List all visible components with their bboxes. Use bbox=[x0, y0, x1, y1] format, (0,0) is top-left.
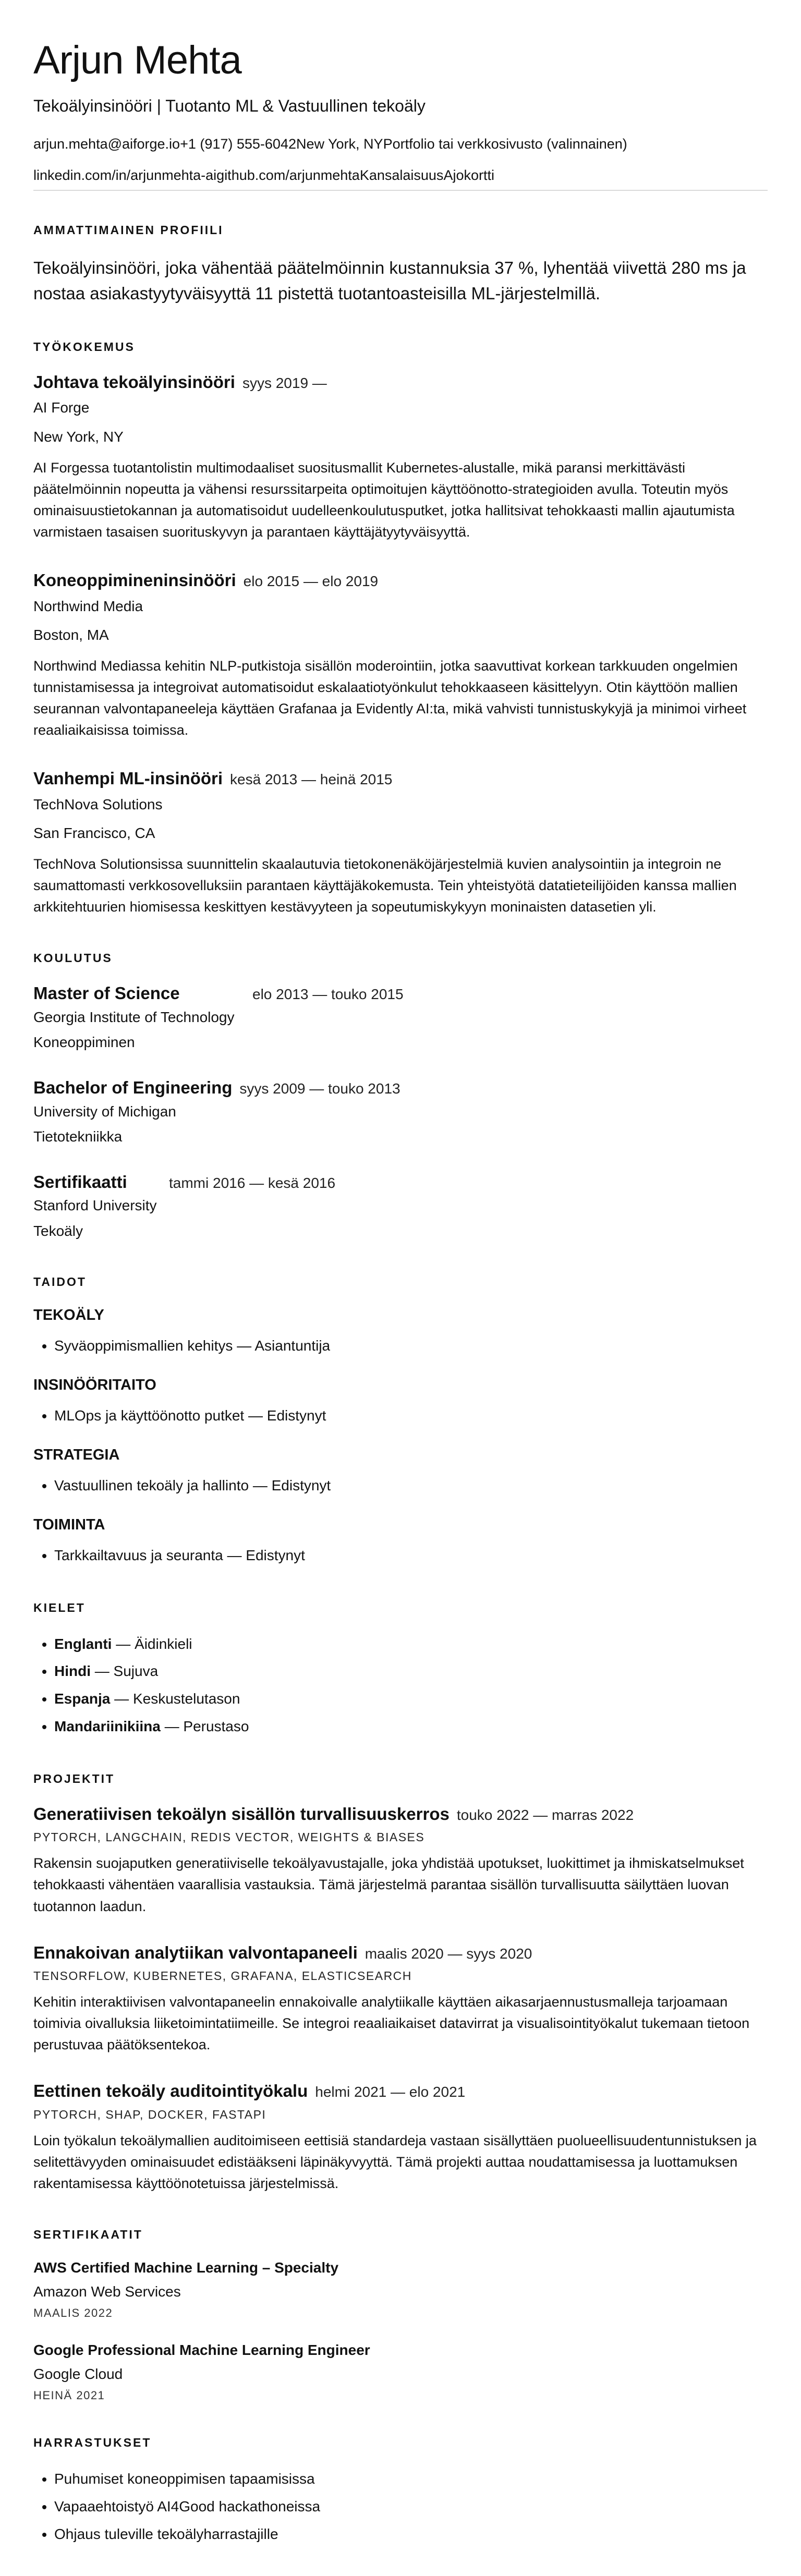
skill-item: • Vastuullinen tekoäly ja hallinto — Edistynyt bbox=[54, 1474, 768, 1498]
degree-title: Master of Science bbox=[33, 983, 180, 1003]
project-description: Rakensin suojaputken generatiiviselle tekoälyavustajalle, joka yhdistää upotukset, luokittimet ja ihmiskatselmukset tehokkaasti vähentäen vaarallisia vastauksia. Tämä järjestelmä parantaa sisällön turvallisuutta säilyttäen luovan tuotannon laadun. bbox=[33, 1855, 744, 1914]
experience-entry bbox=[33, 768, 768, 918]
skills-section bbox=[33, 1275, 768, 1567]
job-company: TechNova Solutions bbox=[33, 796, 163, 812]
degree-dates: syys 2009 — touko 2013 bbox=[239, 1080, 400, 1097]
language-name: Mandariinikiina bbox=[54, 1718, 161, 1735]
skill-category: TOIMINTA bbox=[33, 1516, 105, 1533]
language-name: Englanti bbox=[54, 1635, 112, 1652]
language-item bbox=[54, 1633, 768, 1656]
citizenship: Kansalaisuus bbox=[359, 167, 444, 184]
degree-title: Bachelor of Engineering bbox=[33, 1077, 233, 1097]
section-title-projects: PROJEKTIT bbox=[33, 1771, 115, 1785]
projects-section bbox=[33, 1772, 768, 2194]
certification-name: AWS Certified Machine Learning – Specialty bbox=[33, 2259, 339, 2276]
field-of-study: Tietotekniikka bbox=[33, 1128, 123, 1145]
languages-section bbox=[33, 1601, 768, 1739]
linkedin-link[interactable]: linkedin.com/in/arjunmehta-ai bbox=[33, 167, 217, 184]
language-name: Espanja bbox=[54, 1691, 111, 1707]
job-location: San Francisco, CA bbox=[33, 824, 155, 841]
experience-entry bbox=[33, 570, 768, 741]
skill-group bbox=[33, 1307, 768, 1358]
job-description: Northwind Mediassa kehitin NLP-putkistoja sisällön moderointiin, jotka saavuttivat korkean tarkkuuden ongelmien tunnistamisessa ja integroivat automatisoidut eskalaatiotyönkulut tehokkaaseen käsittelyyn. Otin käyttöön mallien seurannan valvontapaneeleja käyttäen Grafanaa ja Evidently AI:ta, mikä vahvisti tunnistuskykyjä ja minimoi virheet reaaliaikaisissa toimissa. bbox=[33, 658, 747, 738]
certification-entry bbox=[33, 2342, 768, 2402]
education-entry bbox=[33, 1077, 768, 1148]
job-location: Boston, MA bbox=[33, 626, 109, 643]
job-location: New York, NY bbox=[33, 428, 124, 445]
skill-item: • Tarkkailtavuus ja seuranta — Edistynyt bbox=[54, 1544, 768, 1568]
certification-issuer: Google Cloud bbox=[33, 2365, 123, 2382]
language-item bbox=[54, 1715, 768, 1739]
hobby-list bbox=[33, 2468, 768, 2546]
skill-category: TEKOÄLY bbox=[33, 1307, 104, 1324]
project-title: Generatiivisen tekoälyn sisällön turvallisuuskerros bbox=[33, 1804, 450, 1824]
job-title: Johtava tekoälyinsinööri bbox=[33, 372, 235, 392]
resume-header bbox=[33, 38, 768, 191]
certification-entry bbox=[33, 2259, 768, 2320]
language-level: — Äidinkieli bbox=[112, 1635, 192, 1652]
school-name: Georgia Institute of Technology bbox=[33, 1008, 235, 1025]
job-dates: kesä 2013 — heinä 2015 bbox=[230, 771, 393, 788]
section-title-skills: TAIDOT bbox=[33, 1275, 87, 1289]
phone-number: +1 (917) 555-6042 bbox=[180, 136, 296, 152]
skill-category: INSINÖÖRITAITO bbox=[33, 1377, 156, 1394]
field-of-study: Koneoppiminen bbox=[33, 1034, 135, 1051]
project-tech-stack: PYTORCH, LANGCHAIN, REDIS VECTOR, WEIGHTS & BIASES bbox=[33, 1830, 425, 1844]
skill-group bbox=[33, 1377, 768, 1428]
job-dates: syys 2019 — bbox=[242, 374, 327, 391]
certification-date: MAALIS 2022 bbox=[33, 2306, 113, 2319]
job-dates: elo 2015 — elo 2019 bbox=[243, 573, 379, 589]
section-title-languages: KIELET bbox=[33, 1600, 86, 1614]
headline: Tekoälyinsinööri | Tuotanto ML & Vastuullinen tekoäly bbox=[33, 96, 426, 115]
project-tech-stack: TENSORFLOW, KUBERNETES, GRAFANA, ELASTICSEARCH bbox=[33, 1969, 412, 1983]
project-description: Loin työkalun tekoälymallien auditoimiseen eettisiä standardeja vastaan sisällyttäen puolueellisuudentunnistuksen ja selitettävyyden ominaisuudet edistääkseni läpinäkyvyyttä. Tämä projekti auttaa noudattamisessa ja luottamuksen rakentamisessa käyttöönotetuissa järjestelmissä. bbox=[33, 2132, 757, 2191]
language-list bbox=[33, 1633, 768, 1739]
certification-date: HEINÄ 2021 bbox=[33, 2388, 105, 2402]
header-divider bbox=[33, 190, 768, 191]
language-level: — Keskustelutason bbox=[110, 1691, 240, 1707]
project-entry bbox=[33, 1942, 768, 2056]
project-dates: maalis 2020 — syys 2020 bbox=[365, 1945, 532, 1962]
drivers-license: Ajokortti bbox=[443, 167, 494, 184]
job-title: Vanhempi ML-insinööri bbox=[33, 769, 223, 788]
skill-category: STRATEGIA bbox=[33, 1447, 120, 1464]
field-of-study: Tekoäly bbox=[33, 1222, 83, 1239]
location: New York, NY bbox=[296, 136, 383, 152]
profile-section bbox=[33, 223, 768, 307]
github-link[interactable]: github.com/arjunmehta bbox=[216, 167, 360, 184]
language-level: — Sujuva bbox=[91, 1663, 159, 1680]
language-name: Hindi bbox=[54, 1663, 91, 1680]
portfolio-link[interactable]: Portfolio tai verkkosivusto (valinnainen) bbox=[383, 136, 627, 152]
skill-item: • MLOps ja käyttöönotto putket — Edistynyt bbox=[54, 1404, 768, 1428]
project-description: Kehitin interaktiivisen valvontapaneelin ennakoivalle analytiikalle käyttäen aikasarjaennustusmalleja tarjoamaan toimivia oivalluksia liiketoimintatiimeille. Se integroi reaaliaikaiset datavirrat ja visualisointityökalut tukemaan tietoon perustuvaa päätöksentekoa. bbox=[33, 1994, 750, 2053]
language-level: — Perustaso bbox=[160, 1718, 249, 1735]
section-title-profile: AMMATTIMAINEN PROFIILI bbox=[33, 223, 224, 237]
experience-section bbox=[33, 340, 768, 918]
certifications-section bbox=[33, 2228, 768, 2402]
hobby-item: • Ohjaus tuleville tekoälyharrastajille bbox=[54, 2523, 768, 2546]
hobby-item: • Puhumiset koneoppimisen tapaamisissa bbox=[54, 2468, 768, 2491]
certification-issuer: Amazon Web Services bbox=[33, 2283, 181, 2300]
experience-entry bbox=[33, 372, 768, 543]
degree-title: Sertifikaatti bbox=[33, 1172, 127, 1192]
job-description: AI Forgessa tuotantolistin multimodaaliset suositusmallit Kubernetes-alustalle, mikä paransi merkittävästi päätelmöinnin nopeutta ja vähensi resurssitarpeita optimoitujen käyttöönotto-strategioiden avulla. Toteutin myös ominaisuustietokannan ja automatisoidut uudelleenkoulutusputket, jotka hallitsivat tehokkaasti mallin ajautumista varmistaen tasaisen suorituskyvyn ja parantaen käyttäjätyytyväisyyttä. bbox=[33, 459, 735, 540]
profile-summary: Tekoälyinsinööri, joka vähentää päätelmöinnin kustannuksia 37 %, lyhentää viivettä 280 ms ja nostaa asiakastyytyväisyyttä 11 pistettä tuotantoasteisilla ML-järjestelmillä. bbox=[33, 258, 746, 303]
degree-dates: tammi 2016 — kesä 2016 bbox=[169, 1174, 336, 1191]
school-name: University of Michigan bbox=[33, 1103, 176, 1120]
certification-name: Google Professional Machine Learning Engineer bbox=[33, 2341, 370, 2358]
project-dates: touko 2022 — marras 2022 bbox=[456, 1806, 634, 1823]
school-name: Stanford University bbox=[33, 1197, 157, 1214]
email-link[interactable]: arjun.mehta@aiforge.io bbox=[33, 136, 180, 152]
degree-dates: elo 2013 — touko 2015 bbox=[252, 986, 404, 1003]
contact-row-2 bbox=[33, 167, 768, 185]
job-company: Northwind Media bbox=[33, 598, 143, 614]
project-title: Eettinen tekoäly auditointityökalu bbox=[33, 2081, 308, 2101]
skill-group bbox=[33, 1447, 768, 1498]
skill-group bbox=[33, 1516, 768, 1568]
education-entry bbox=[33, 1172, 768, 1242]
section-title-education: KOULUTUS bbox=[33, 951, 113, 965]
skill-item: • Syväoppimismallien kehitys — Asiantuntija bbox=[54, 1334, 768, 1358]
section-title-experience: TYÖKOKEMUS bbox=[33, 339, 135, 354]
section-title-certifications: SERTIFIKAATIT bbox=[33, 2227, 143, 2241]
education-entry bbox=[33, 983, 768, 1053]
job-company: AI Forge bbox=[33, 399, 90, 416]
contact-row-1 bbox=[33, 136, 768, 153]
language-item bbox=[54, 1687, 768, 1711]
project-entry bbox=[33, 1804, 768, 1917]
job-description: TechNova Solutionsissa suunnittelin skaalautuvia tietokonenäköjärjestelmiä kuvien analysointiin ja integroin ne saumattomasti verkkosovelluksiin parantaen käyttäjäkokemusta. Tein yhteistyötä datatieteilijöiden kanssa mallien arkkitehtuurien hiomisessa keskittyen kestävyyteen ja sopeutumiskykyyn moninaisten datasetien yli. bbox=[33, 856, 737, 915]
language-item bbox=[54, 1660, 768, 1683]
candidate-name: Arjun Mehta bbox=[33, 38, 241, 82]
job-title: Koneoppimineninsinööri bbox=[33, 570, 236, 590]
hobbies-section bbox=[33, 2436, 768, 2546]
project-entry bbox=[33, 2081, 768, 2194]
project-dates: helmi 2021 — elo 2021 bbox=[315, 2084, 466, 2100]
hobby-item: • Vapaaehtoistyö AI4Good hackathoneissa bbox=[54, 2495, 768, 2519]
section-title-hobbies: HARRASTUKSET bbox=[33, 2435, 152, 2449]
project-tech-stack: PYTORCH, SHAP, DOCKER, FASTAPI bbox=[33, 2107, 266, 2121]
education-section bbox=[33, 951, 768, 1242]
project-title: Ennakoivan analytiikan valvontapaneeli bbox=[33, 1942, 358, 1962]
